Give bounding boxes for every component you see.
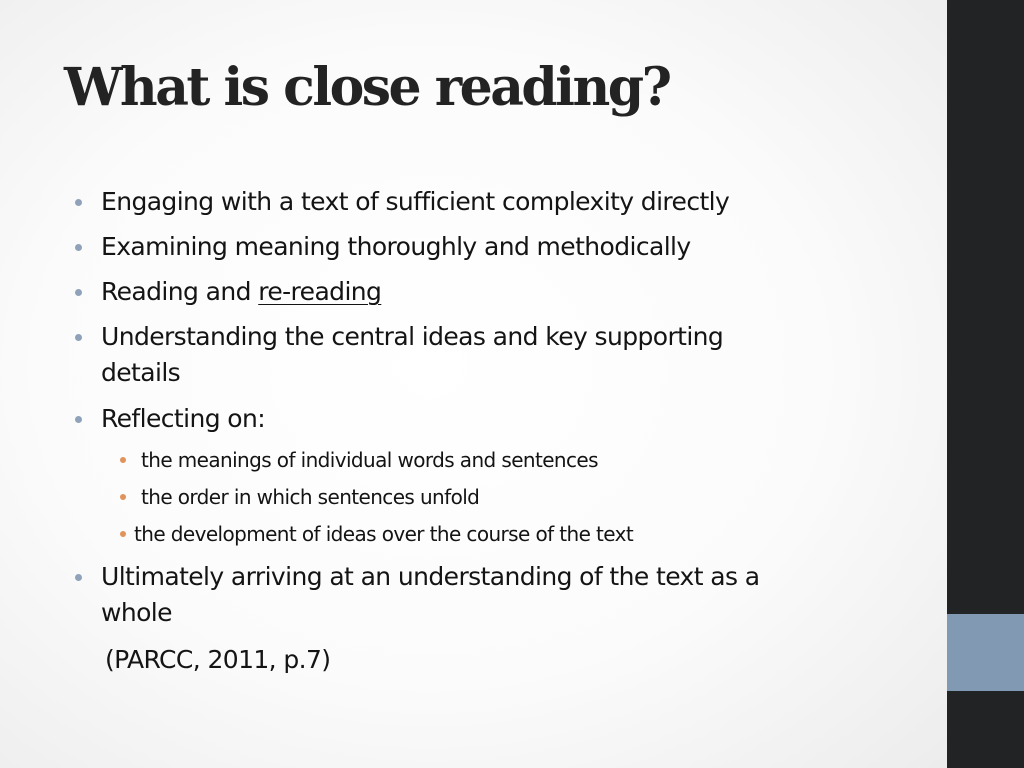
- bullet-text-line-1: Understanding the central ideas and key supporting: [101, 322, 724, 351]
- bullet-text-line-2: whole: [101, 598, 172, 627]
- bullet-marker-icon: [75, 289, 82, 296]
- bullet-marker-icon: [75, 416, 82, 423]
- bullet-marker-icon: [75, 574, 82, 581]
- underlined-term: re-reading: [258, 277, 382, 306]
- slide-title: What is close reading?: [64, 57, 670, 118]
- bullet-item: [101, 401, 265, 437]
- bullet-text: Engaging with a text of sufficient complexity directly: [101, 187, 730, 216]
- sub-bullet-item: [141, 446, 598, 474]
- sidebar-accent-block: [947, 614, 1024, 691]
- bullet-item: [101, 229, 691, 265]
- sub-bullet-text: the development of ideas over the course of the text: [134, 522, 634, 546]
- bullet-text: Reading and: [101, 277, 259, 306]
- bullet-text: Reflecting on:: [101, 404, 266, 433]
- bullet-text-line-1: Ultimately arriving at an understanding of the text as a: [101, 562, 760, 591]
- bullet-text: Examining meaning thoroughly and methodically: [101, 232, 691, 261]
- sub-bullet-item: [134, 520, 633, 548]
- bullet-item: [101, 274, 381, 310]
- bullet-item: [101, 319, 723, 391]
- sub-bullet-text: the order in which sentences unfold: [141, 485, 480, 509]
- bullet-text-line-2: details: [101, 358, 181, 387]
- sub-bullet-marker-icon: [120, 494, 126, 500]
- sub-bullet-text: the meanings of individual words and sentences: [141, 448, 598, 472]
- bullet-item: [101, 559, 760, 631]
- sub-bullet-marker-icon: [120, 457, 126, 463]
- bullet-marker-icon: [75, 244, 82, 251]
- bullet-marker-icon: [75, 199, 82, 206]
- citation: (PARCC, 2011, p.7): [105, 645, 331, 674]
- sub-bullet-item: [141, 483, 479, 511]
- sidebar-decoration: [947, 0, 1024, 768]
- bullet-item: [101, 184, 729, 220]
- bullet-marker-icon: [75, 334, 82, 341]
- sub-bullet-marker-icon: [120, 531, 126, 537]
